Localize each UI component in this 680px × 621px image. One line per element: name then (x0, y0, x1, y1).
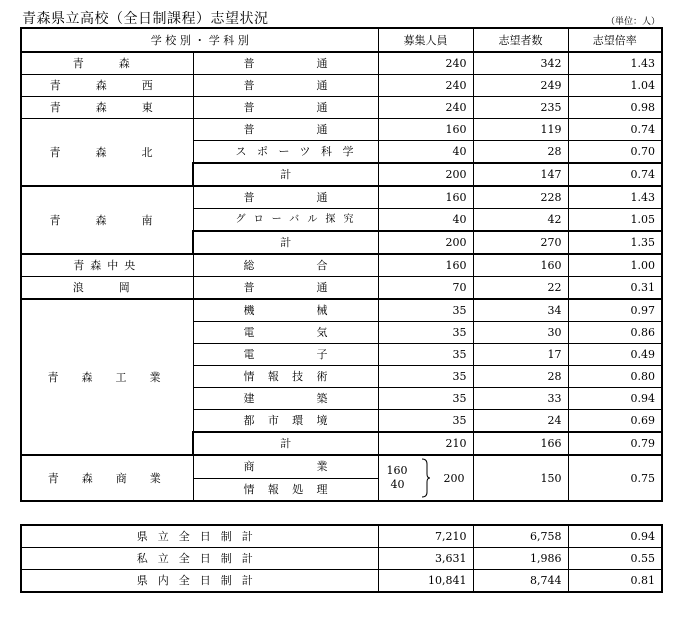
school-name: 浪 岡 (21, 277, 193, 300)
dept-name: 都市環境 (193, 410, 378, 433)
school-name: 青森中央 (21, 254, 193, 277)
ratio-cell: 0.94 (568, 388, 662, 410)
capacity-cell: 70 (378, 277, 473, 300)
ratio-cell: 0.74 (568, 163, 662, 186)
dept-name: 普 通 (193, 186, 378, 209)
ratio-cell: 0.31 (568, 277, 662, 300)
total-row (21, 570, 662, 593)
dept-name: 電 子 (193, 344, 378, 366)
capacity-total: 200 (443, 471, 465, 485)
unit-note: （単位：人） (605, 17, 660, 27)
ratio-cell: 0.86 (568, 322, 662, 344)
ratio-cell: 0.94 (568, 525, 662, 548)
applicants-cell: 34 (473, 299, 568, 322)
capacity-cell: 240 (378, 75, 473, 97)
capacity-cell: 35 (378, 344, 473, 366)
dept-name: 情報処理 (193, 478, 378, 501)
dept-name: 電 気 (193, 322, 378, 344)
capacity-cell: 210 (378, 432, 473, 455)
header-ratio: 志望倍率 (568, 28, 662, 52)
applicants-cell: 33 (473, 388, 568, 410)
ratio-cell: 0.69 (568, 410, 662, 433)
ratio-cell: 0.75 (568, 455, 662, 501)
header-row (21, 28, 662, 52)
dept-name: 機 械 (193, 299, 378, 322)
table-row (21, 455, 662, 478)
dept-name: 商 業 (193, 455, 378, 478)
capacity-sub-2: 40 (390, 478, 405, 491)
capacity-cell: 35 (378, 299, 473, 322)
applicants-cell: 24 (473, 410, 568, 433)
dept-name: 総 合 (193, 254, 378, 277)
ratio-cell: 1.43 (568, 186, 662, 209)
capacity-cell: 40 (378, 141, 473, 164)
ratio-cell: 0.80 (568, 366, 662, 388)
header-applicants: 志望者数 (473, 28, 568, 52)
capacity-cell: 160 (378, 254, 473, 277)
applicants-cell: 160 (473, 254, 568, 277)
header-capacity: 募集人員 (378, 28, 473, 52)
applicants-cell: 235 (473, 97, 568, 119)
table-row (21, 75, 662, 97)
applications-table (20, 27, 663, 502)
brace-icon (421, 458, 431, 498)
applicants-cell: 270 (473, 231, 568, 254)
capacity-cell: 160 (378, 119, 473, 141)
total-row (21, 525, 662, 548)
ratio-cell: 0.79 (568, 432, 662, 455)
dept-name: 普 通 (193, 97, 378, 119)
ratio-cell: 1.43 (568, 52, 662, 75)
applicants-cell: 28 (473, 141, 568, 164)
ratio-cell: 0.49 (568, 344, 662, 366)
applicants-cell: 119 (473, 119, 568, 141)
ratio-cell: 0.70 (568, 141, 662, 164)
applicants-cell: 42 (473, 209, 568, 232)
ratio-cell: 1.35 (568, 231, 662, 254)
applicants-cell: 6,758 (473, 525, 568, 548)
capacity-sub-1: 160 (386, 464, 408, 477)
applicants-cell: 22 (473, 277, 568, 300)
ratio-cell: 1.04 (568, 75, 662, 97)
table-row (21, 52, 662, 75)
applicants-cell: 1,986 (473, 548, 568, 570)
dept-name: 情報技術 (193, 366, 378, 388)
capacity-cell: 160 (378, 186, 473, 209)
table-row (21, 119, 662, 141)
applicants-cell: 166 (473, 432, 568, 455)
capacity-cell: 200 (378, 163, 473, 186)
capacity-cell: 7,210 (378, 525, 473, 548)
applicants-cell: 147 (473, 163, 568, 186)
ratio-cell: 0.81 (568, 570, 662, 593)
table-row (21, 254, 662, 277)
subtotal-label: 計 (193, 231, 378, 254)
applicants-cell: 342 (473, 52, 568, 75)
table-row (21, 299, 662, 322)
dept-name: スポーツ科学 (193, 141, 378, 164)
capacity-cell: 10,841 (378, 570, 473, 593)
capacity-cell: 35 (378, 410, 473, 433)
subtotal-label: 計 (193, 432, 378, 455)
total-row (21, 548, 662, 570)
dept-name: 建 築 (193, 388, 378, 410)
applicants-cell: 249 (473, 75, 568, 97)
header-school-dept: 学 校 別 ・ 学 科 別 (21, 28, 378, 52)
school-name: 青 森 商 業 (21, 455, 193, 501)
capacity-cell (378, 455, 473, 501)
dept-name: 普 通 (193, 75, 378, 97)
applicants-cell: 28 (473, 366, 568, 388)
school-name: 青 森 南 (21, 186, 193, 254)
capacity-cell: 40 (378, 209, 473, 232)
dept-name: 普 通 (193, 52, 378, 75)
ratio-cell: 0.98 (568, 97, 662, 119)
table-row (21, 97, 662, 119)
ratio-cell: 1.00 (568, 254, 662, 277)
school-name: 青 森 北 (21, 119, 193, 187)
dept-name: 普 通 (193, 119, 378, 141)
ratio-cell: 0.74 (568, 119, 662, 141)
school-name: 青 森 東 (21, 97, 193, 119)
table-row (21, 186, 662, 209)
dept-name: グローバル探究 (193, 209, 378, 232)
total-label: 私立全日制計 (21, 548, 378, 570)
capacity-cell: 35 (378, 322, 473, 344)
capacity-cell: 35 (378, 366, 473, 388)
capacity-cell: 240 (378, 97, 473, 119)
capacity-cell: 35 (378, 388, 473, 410)
dept-name: 普 通 (193, 277, 378, 300)
school-name: 青 森 (21, 52, 193, 75)
ratio-cell: 0.55 (568, 548, 662, 570)
ratio-cell: 1.05 (568, 209, 662, 232)
school-name: 青 森 工 業 (21, 299, 193, 455)
ratio-cell: 0.97 (568, 299, 662, 322)
totals-table (20, 524, 663, 593)
applicants-cell: 8,744 (473, 570, 568, 593)
applicants-cell: 150 (473, 455, 568, 501)
applicants-cell: 17 (473, 344, 568, 366)
subtotal-label: 計 (193, 163, 378, 186)
capacity-cell: 3,631 (378, 548, 473, 570)
applicants-cell: 30 (473, 322, 568, 344)
school-name: 青 森 西 (21, 75, 193, 97)
table-row (21, 277, 662, 300)
applicants-cell: 228 (473, 186, 568, 209)
total-label: 県内全日制計 (21, 570, 378, 593)
capacity-cell: 200 (378, 231, 473, 254)
capacity-cell: 240 (378, 52, 473, 75)
total-label: 県立全日制計 (21, 525, 378, 548)
page-title: 青森県立高校（全日制課程）志望状況 (22, 11, 269, 27)
